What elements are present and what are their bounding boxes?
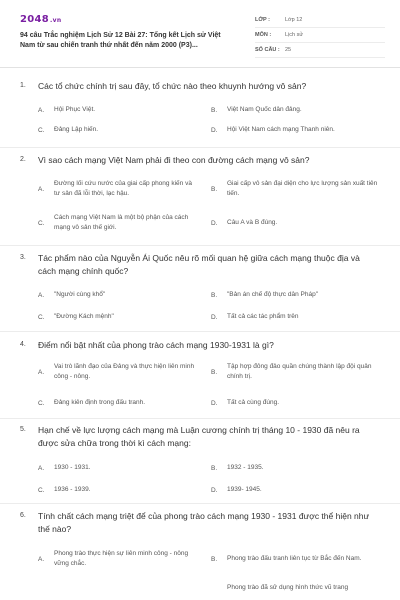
- option-text: "Đường Kách mệnh": [54, 313, 114, 320]
- option-letter: B.: [211, 368, 218, 376]
- option-b[interactable]: [211, 289, 381, 301]
- option-text: Đường lối cứu nước của giai cấp phong kiến và tư sản đã lỗi thời, lạc hậu.: [54, 180, 192, 197]
- option-d[interactable]: [211, 124, 381, 136]
- option-partial[interactable]: [211, 582, 381, 594]
- option-d[interactable]: [211, 311, 381, 323]
- meta-label: LỚP :: [255, 17, 270, 23]
- option-letter: A.: [38, 464, 45, 472]
- option-d[interactable]: [211, 212, 381, 234]
- option-letter: A.: [38, 291, 45, 299]
- option-text: Vai trò lãnh đạo của Đảng và thực hiện liên minh công - nông.: [54, 363, 195, 380]
- option-b[interactable]: [211, 548, 381, 570]
- option-text: 1936 - 1939.: [54, 486, 91, 493]
- option-a[interactable]: [38, 104, 198, 116]
- option-text: Giai cấp vô sản đại diện cho lực lượng sản xuất tiên tiến.: [227, 180, 378, 197]
- option-c[interactable]: [38, 397, 198, 409]
- meta-row-class: [255, 13, 385, 28]
- option-letter: D.: [211, 399, 218, 407]
- option-d[interactable]: [211, 397, 381, 409]
- question-text: Điểm nổi bật nhất của phong trào cách mạng 1930-1931 là gì?: [38, 340, 274, 350]
- option-a[interactable]: [38, 361, 198, 383]
- option-a[interactable]: [38, 462, 198, 474]
- meta-row-subject: [255, 28, 385, 43]
- option-letter: C.: [38, 219, 45, 227]
- meta-value: Lịch sử: [285, 32, 304, 38]
- option-letter: D.: [211, 313, 218, 321]
- option-text: Đảng kiên định trong đấu tranh.: [54, 399, 146, 406]
- question-text: Hạn chế về lực lượng cách mạng mà Luận cương chính trị tháng 10 - 1930 đã nêu ra được sửa chữa trong thời kì cách mạng:: [38, 425, 360, 448]
- question-number: 4.: [20, 341, 26, 348]
- option-letter: B.: [211, 185, 218, 193]
- option-text: Việt Nam Quốc dân đảng.: [227, 106, 302, 113]
- option-text: Hội Phục Việt.: [54, 106, 96, 113]
- option-c[interactable]: [38, 484, 198, 496]
- option-letter: B.: [211, 106, 218, 114]
- option-letter: C.: [38, 486, 45, 494]
- option-text: 1932 - 1935.: [227, 464, 264, 471]
- option-text: "Người cùng khổ": [54, 291, 106, 298]
- option-a[interactable]: [38, 548, 198, 570]
- question-number: 6.: [20, 512, 26, 519]
- question-number: 5.: [20, 426, 26, 433]
- meta-value: Lớp 12: [285, 17, 303, 23]
- document-title: 94 câu Trắc nghiệm Lịch Sử 12 Bài 27: Tổng kết Lịch sử Việt Nam từ sau chiến tranh thứ nhất đến năm 2000 (P3)...: [20, 32, 221, 49]
- option-a[interactable]: [38, 289, 198, 301]
- meta-label: MÔN :: [255, 32, 272, 38]
- option-letter: C.: [38, 399, 45, 407]
- option-c[interactable]: [38, 311, 198, 323]
- option-letter: B.: [211, 291, 218, 299]
- option-letter: A.: [38, 185, 45, 193]
- option-text: "Bản án chế độ thực dân Pháp": [227, 291, 319, 298]
- option-c[interactable]: [38, 124, 198, 136]
- option-letter: D.: [211, 219, 218, 227]
- option-letter: A.: [38, 555, 45, 563]
- option-b[interactable]: [211, 104, 381, 116]
- option-b[interactable]: [211, 178, 381, 200]
- option-text: Phong trào đã sử dụng hình thức vũ trang: [227, 584, 349, 591]
- option-letter: C.: [38, 313, 45, 321]
- option-letter: D.: [211, 486, 218, 494]
- option-text: Đảng Lập hiến.: [54, 126, 99, 133]
- option-letter: B.: [211, 555, 218, 563]
- question-1: [0, 80, 400, 148]
- option-letter: B.: [211, 464, 218, 472]
- option-c[interactable]: [38, 212, 198, 234]
- option-d[interactable]: [211, 484, 381, 496]
- question-number: 2.: [20, 156, 26, 163]
- question-text: Tác phẩm nào của Nguyễn Ái Quốc nêu rõ mối quan hệ giữa cách mạng thuộc địa và cách mạng chính quốc?: [38, 253, 360, 276]
- option-text: Tập hợp đông đảo quần chúng thành lập đội quân chính trị.: [227, 363, 372, 380]
- option-letter: C.: [38, 126, 45, 134]
- question-text: Tính chất cách mạng triệt để của phong trào cách mạng 1930 - 1931 được thể hiện như thế nào?: [38, 511, 370, 534]
- question-text: Các tổ chức chính trị sau đây, tổ chức nào theo khuynh hướng vô sản?: [38, 81, 307, 91]
- question-3: [0, 252, 400, 332]
- question-number: 3.: [20, 254, 26, 261]
- question-2: [0, 154, 400, 246]
- option-letter: A.: [38, 368, 45, 376]
- option-b[interactable]: [211, 462, 381, 474]
- option-text: Phong trào thực hiện sự liên minh công - nông vững chắc.: [54, 550, 189, 567]
- meta-value: 25: [285, 47, 292, 53]
- option-text: Tất cả cùng đúng.: [227, 399, 280, 406]
- page-header: [0, 0, 400, 68]
- option-text: Cách mạng Việt Nam là một bộ phận của cách mạng vô sản thế giới.: [54, 214, 189, 231]
- option-text: 1939- 1945.: [227, 486, 262, 493]
- question-4: [0, 339, 400, 419]
- option-letter: A.: [38, 106, 45, 114]
- option-text: Phong trào đấu tranh liên tục từ Bắc đến Nam.: [227, 555, 362, 562]
- meta-label: SỐ CÂU :: [255, 47, 280, 53]
- option-text: Câu A và B đúng.: [227, 219, 278, 226]
- site-logo[interactable]: [20, 14, 61, 25]
- option-a[interactable]: [38, 178, 198, 200]
- option-text: Tất cả các tác phẩm trên: [227, 313, 299, 320]
- option-letter: D.: [211, 126, 218, 134]
- question-6: [0, 510, 400, 600]
- question-number: 1.: [20, 82, 26, 89]
- question-text: Vì sao cách mạng Việt Nam phải đi theo con đường cách mạng vô sản?: [38, 155, 310, 165]
- option-text: Hội Việt Nam cách mạng Thanh niên.: [227, 126, 335, 133]
- logo-text: 2048: [20, 14, 50, 25]
- meta-row-count: [255, 43, 385, 58]
- logo-domain: .vn: [50, 17, 62, 24]
- question-5: [0, 424, 400, 504]
- option-text: 1930 - 1931.: [54, 464, 91, 471]
- option-b[interactable]: [211, 361, 381, 383]
